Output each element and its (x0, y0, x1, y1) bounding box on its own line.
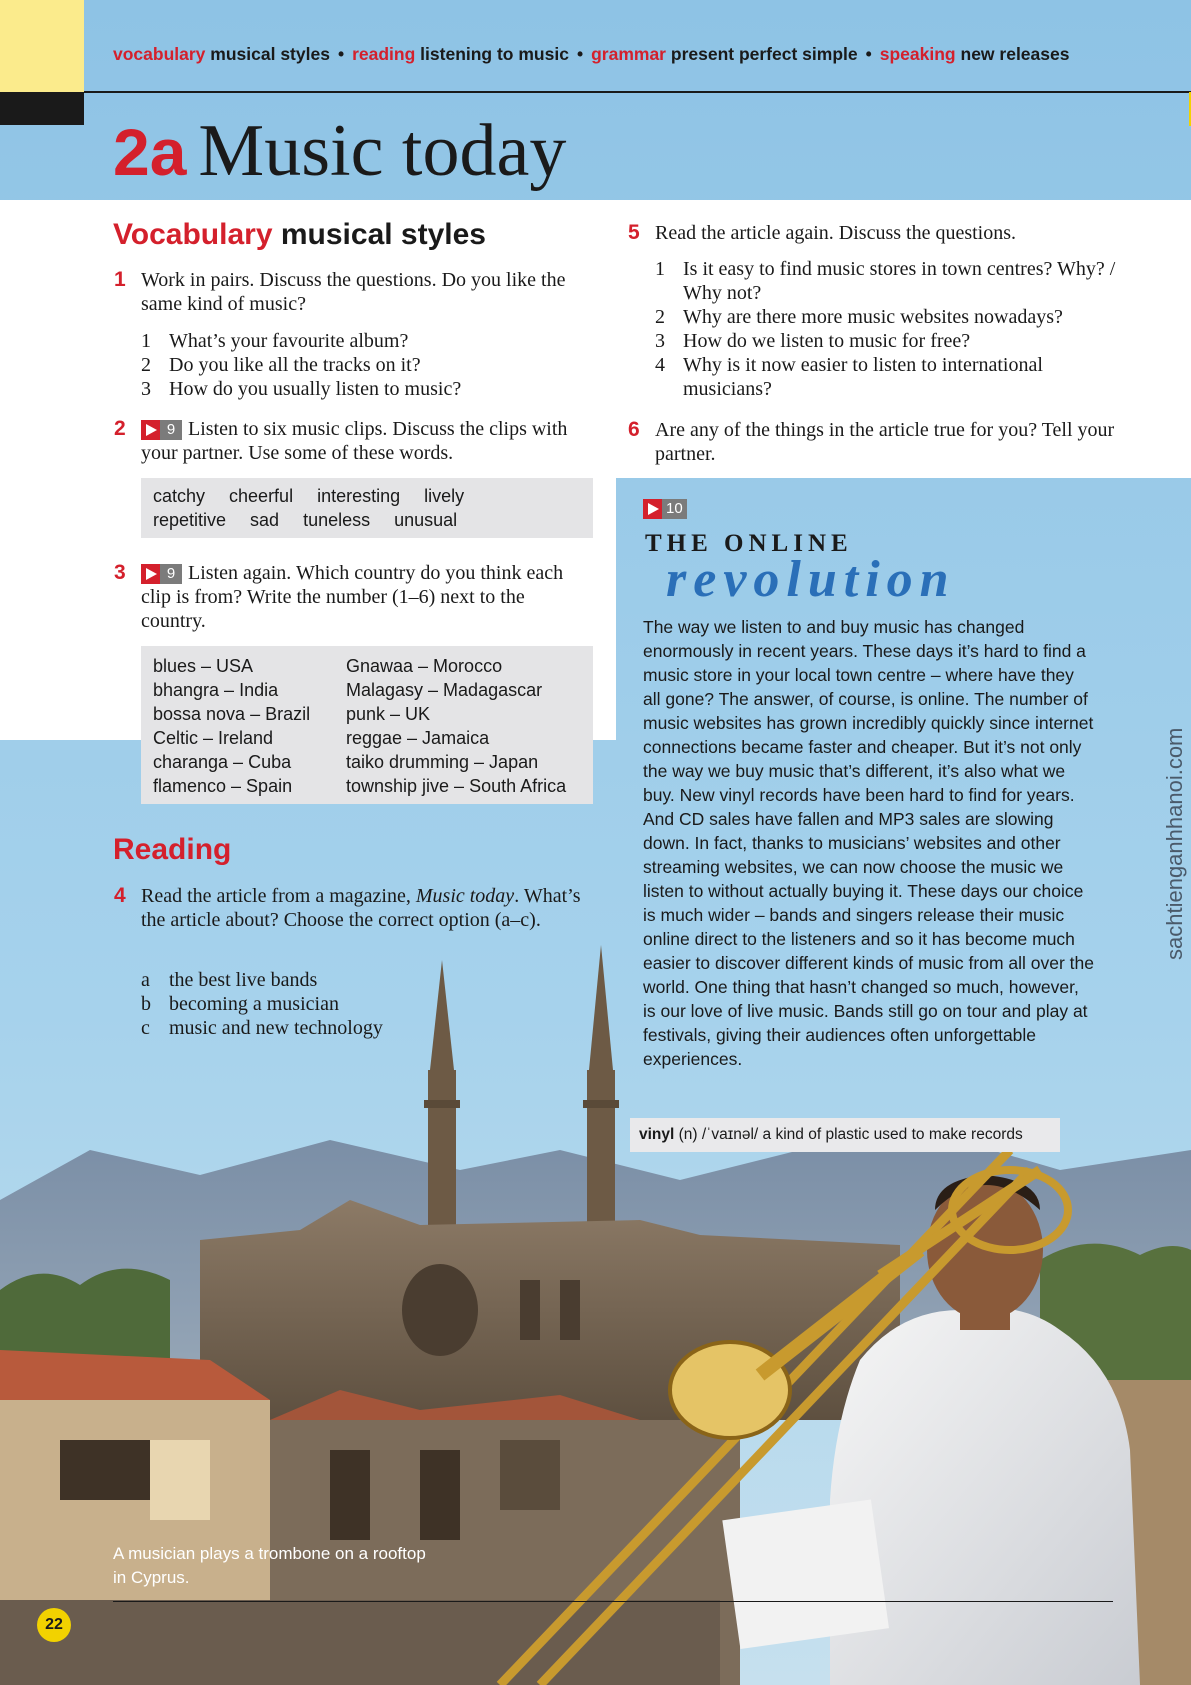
exercise-instruction: Listen again. Which country do you think each clip is from? Write the number (1–6) next to the country. (141, 562, 564, 632)
list-item: taiko drumming – Japan (346, 752, 539, 772)
play-icon (141, 420, 160, 440)
topic-grammar: grammar present perfect simple (591, 44, 858, 64)
list-item: blues – USA (153, 656, 254, 676)
exercise-3 (114, 561, 586, 633)
list-item: charanga – Cuba (153, 752, 292, 772)
glossary-word: vinyl (639, 1126, 675, 1143)
list-item: reggae – Jamaica (346, 728, 490, 748)
list-item: 3 How do we listen to music for free? (655, 330, 971, 352)
list-item: 2 Do you like all the tracks on it? (141, 354, 421, 376)
country-column-1 (153, 654, 310, 798)
list-item: c music and new technology (141, 1017, 383, 1039)
list-item: 1 Is it easy to find music stores in town centres? Why? / Why not? (655, 258, 1116, 304)
exercise-number: 5 (628, 221, 640, 244)
list-item: a the best live bands (141, 969, 318, 991)
list-item: Celtic – Ireland (153, 728, 274, 748)
exercise-instruction: Are any of the things in the article true for you? Tell your partner. (655, 419, 1115, 465)
article-title-line2: revolution (666, 551, 956, 608)
glossary-box (630, 1118, 1060, 1152)
exercise-number: 1 (114, 268, 126, 291)
topic-speaking: speaking new releases (879, 44, 1070, 64)
list-item: 4 Why is it now easier to listen to international musicians? (655, 354, 1043, 400)
unit-number: 2a (113, 115, 187, 189)
lesson-topics (113, 44, 1069, 65)
topic-separator: • (337, 44, 345, 64)
topic-separator: • (576, 44, 584, 64)
list-item: bhangra – India (153, 680, 279, 700)
list-item: punk – UK (346, 704, 431, 724)
exercise-instruction: Listen to six music clips. Discuss the clips with your partner. Use some of these words. (141, 418, 568, 464)
list-item: 1 What’s your favourite album? (141, 330, 409, 352)
list-item: 2 Why are there more music websites nowadays? (655, 306, 1063, 328)
list-item: 3 How do you usually listen to music? (141, 378, 462, 400)
exercise-number: 4 (114, 884, 126, 907)
audio-track-button[interactable]: 9 (141, 564, 182, 584)
exercise-4-options (141, 968, 581, 1040)
exercise-1-questions (141, 329, 586, 401)
play-icon (141, 564, 160, 584)
header-rule (84, 91, 1191, 93)
topic-separator: • (865, 44, 872, 64)
page-number: 22 (37, 1608, 71, 1642)
exercise-instruction: Read the article again. Discuss the questions. (655, 222, 1017, 244)
word-box (141, 478, 593, 538)
exercise-2 (114, 417, 586, 465)
topic-reading: reading listening to music (352, 44, 569, 64)
exercise-4: 4 Read the article from a magazine, Music today. What’s the article about? Choose the correct option (a–c). (114, 884, 581, 931)
article-body: The way we listen to and buy music has changed enormously in recent years. These days it’s hard to find a music store in your local town centre – where have they all gone? The answer, of course, is online. The number of music websites has grown incredibly quickly since internet connections became faster and cheaper. But it’s not only the way we buy music that’s different, it’s also what we buy. New vinyl records have been hard to find for years. And CD sales have fallen and MP3 sales are slowing down. In fact, thanks to musicians’ websites and other streaming websites, we can now choose the music we listen to without actually buying it. These days our choice is much wider – bands and singers release their music online direct to the listeners and so it has become much easier to discover different kinds of music from all over the world. One thing that hasn’t changed so much, however, is our love of live music. Bands still go on tour and play at festivals, giving their audiences often unforgettable experiences. (643, 617, 1094, 1069)
list-item: bossa nova – Brazil (153, 704, 311, 724)
vocabulary-heading: Vocabulary musical styles (113, 218, 486, 251)
exercise-number: 2 (114, 417, 126, 440)
word-row: repetitive sad tuneless unusual (153, 510, 458, 530)
exercise-number: 3 (114, 561, 126, 584)
corner-yellow-tab (0, 0, 84, 92)
corner-black-tab (0, 92, 84, 125)
list-item: b becoming a musician (141, 993, 339, 1015)
photo-caption: A musician plays a trombone on a rooftop in Cyprus. (113, 1544, 426, 1587)
country-column-2 (346, 654, 566, 798)
topic-vocabulary: vocabulary musical styles (113, 44, 330, 64)
exercise-6 (628, 418, 1125, 466)
audio-track-button[interactable]: 9 (141, 420, 182, 440)
reading-heading: Reading (113, 833, 232, 866)
play-icon (643, 499, 662, 519)
unit-title: Music today (198, 110, 567, 192)
list-item: township jive – South Africa (346, 776, 567, 796)
word-row: catchy cheerful interesting lively (153, 486, 465, 506)
exercise-instruction: Work in pairs. Discuss the questions. Do you like the same kind of music? (141, 269, 566, 315)
article-title-line1: THE ONLINE (645, 530, 853, 557)
exercise-5 (628, 221, 1125, 245)
audio-track-button[interactable]: 10 (643, 499, 687, 519)
magazine-title: Music today (415, 885, 515, 907)
country-match-box (141, 646, 593, 804)
exercise-1 (114, 268, 586, 316)
exercise-number: 6 (628, 418, 640, 441)
footer-rule (113, 1601, 1113, 1602)
website-watermark: sachtienganhhanoi.com (1162, 727, 1187, 960)
list-item: Gnawaa – Morocco (346, 656, 503, 676)
list-item: flamenco – Spain (153, 776, 293, 796)
list-item: Malagasy – Madagascar (346, 680, 543, 700)
exercise-5-questions (655, 257, 1125, 401)
page-title (113, 110, 567, 192)
glossary-definition: (n) /ˈvaɪnəl/ a kind of plastic used to make records (678, 1126, 1023, 1143)
